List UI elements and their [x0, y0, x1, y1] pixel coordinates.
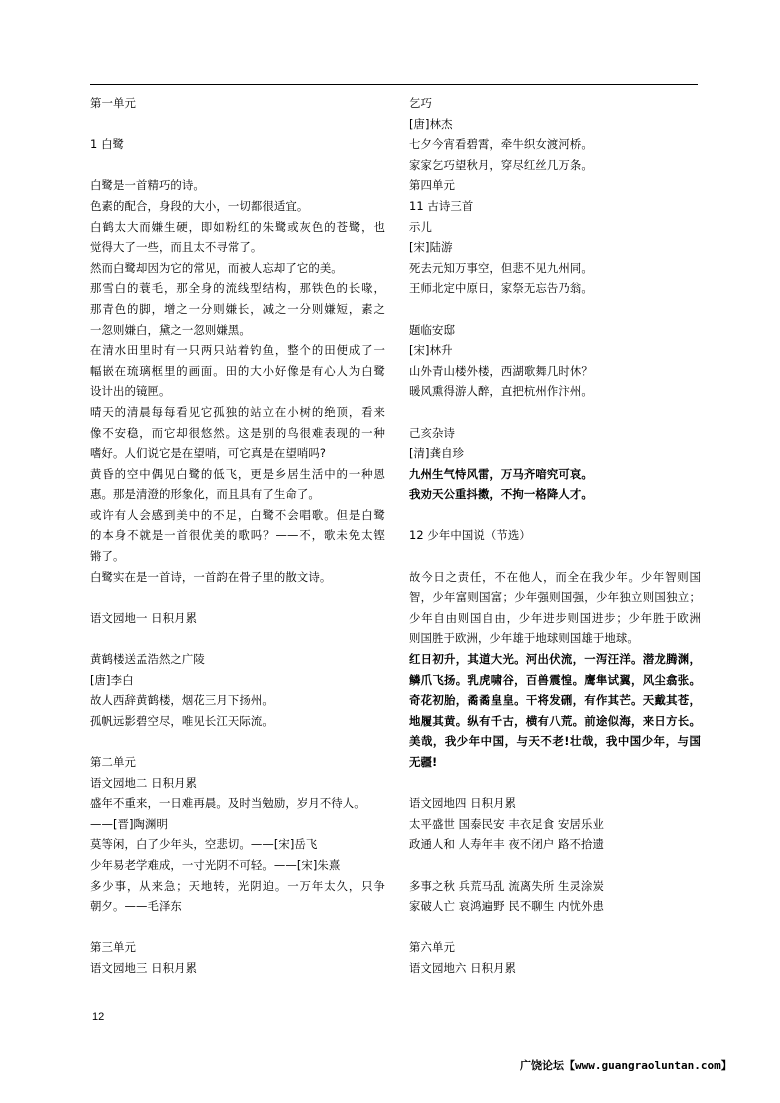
paragraph-line: 在清水田里时有一只两只站着钓鱼，整个的田便成了一 [90, 343, 385, 358]
paragraph-line: 鳞爪飞扬。乳虎啸谷，百兽震惶。鹰隼试翼，风尘翕张。 [409, 672, 701, 687]
paragraph-line: 像不安稳，而它却很悠然。这是别的鸟很难表现的一种 [90, 425, 385, 440]
unit-title: 第三单元 [90, 940, 136, 955]
unit-title: 第六单元 [409, 940, 455, 955]
unit-title: 第一单元 [90, 96, 136, 110]
poem-line: 王师北定中原日，家祭无忘告乃翁。 [409, 281, 593, 296]
paragraph-line: 白鹭是一首精巧的诗。 [90, 178, 205, 193]
section-title: 语文园地三 日积月累 [90, 960, 198, 975]
page-number: 12 [92, 1011, 105, 1023]
poem-line: 九州生气恃风雷，万马齐喑究可哀。 [409, 466, 593, 481]
footer-site-name: 广饶论坛 [520, 1059, 564, 1072]
idiom-line: 太平盛世 国泰民安 丰衣足食 安居乐业 [409, 816, 605, 831]
idiom-line: 家破人亡 哀鸿遍野 民不聊生 内忧外患 [409, 899, 605, 914]
paragraph-line: 嗜好。人们说它是在望哨，可它真是在望哨吗? [90, 446, 326, 461]
paragraph-line: 或许有人会感到美中的不足，白鹭不会唱歌。但是白鹭 [90, 507, 385, 522]
section-title: 语文园地一 日积月累 [90, 610, 198, 625]
poem-title: 题临安邸 [409, 322, 455, 337]
quote-line: 朝夕。——毛泽东 [90, 899, 182, 914]
paragraph-line: 少年自由则国自由，少年进步则国进步；少年胜于欧洲 [409, 610, 701, 625]
paragraph-line: 白鹭实在是一首诗，一首韵在骨子里的散文诗。 [90, 569, 332, 584]
section-title: 语文园地四 日积月累 [409, 796, 517, 811]
paragraph-line: 无疆! [409, 755, 438, 769]
poem-title: 己亥杂诗 [409, 425, 455, 440]
paragraph-line: 故今日之责任，不在他人，而全在我少年。少年智则国 [409, 569, 701, 584]
poem-line: 暖风熏得游人醉，直把杭州作汴州。 [409, 384, 593, 399]
lesson-title: 1 白鹭 [90, 137, 125, 152]
paragraph-line: 奇花初胎，矞矞皇皇。干将发硎，有作其芒。天戴其苍， [409, 693, 701, 708]
paragraph-line: 则国胜于欧洲，少年雄于地球则国雄于地球。 [409, 631, 639, 646]
section-title: 语文园地六 日积月累 [409, 960, 517, 975]
poem-line: 七夕今宵看碧霄，牵牛织女渡河桥。 [409, 137, 593, 152]
poem-line: 我劝天公重抖擞，不拘一格降人才。 [409, 487, 593, 502]
paragraph-line: 一忽则嫌白，黛之一忽则嫌黑。 [90, 322, 251, 337]
unit-title: 第二单元 [90, 755, 136, 769]
poem-author: [唐]林杰 [409, 116, 453, 131]
paragraph-line: 设计出的镜匣。 [90, 384, 171, 399]
lesson-title: 11 古诗三首 [409, 198, 474, 213]
paragraph-line: 幅嵌在琉璃框里的画面。田的大小好像是有心人为白鹭 [90, 363, 385, 378]
poem-line: 山外青山楼外楼，西湖歌舞几时休？ [409, 363, 593, 378]
section-title: 语文园地二 日积月累 [90, 775, 198, 790]
paragraph-line: 地履其黄。纵有千古，横有八荒。前途似海，来日方长。 [409, 713, 701, 728]
paragraph-line: 那青色的脚，增之一分则嫌长，减之一分则嫌短，素之 [90, 301, 385, 316]
paragraph-line: 然而白鹭却因为它的常见，而被人忘却了它的美。 [90, 260, 343, 275]
quote-line: 盛年不重来，一日难再晨。及时当勉励，岁月不待人。 [90, 796, 366, 811]
poem-author: [唐]李白 [90, 672, 134, 687]
footer-url[interactable]: 【www.guangraoluntan.com】 [564, 1059, 732, 1072]
poem-author: [清]龚自珍 [409, 446, 465, 461]
paragraph-line: 锵了。 [90, 549, 125, 564]
paragraph-line: 美哉，我少年中国，与天不老!壮哉，我中国少年，与国 [409, 734, 701, 749]
paragraph-line: 黄昏的空中偶见白鹭的低飞，更是乡居生活中的一种恩 [90, 466, 385, 481]
paragraph-line: 白鹤太大而嫌生硬，即如粉红的朱鹭或灰色的苍鹭，也 [90, 219, 385, 234]
poem-author: [宋]陆游 [409, 240, 453, 255]
paragraph-line: 晴天的清晨每每看见它孤独的站立在小树的绝顶，看来 [90, 404, 385, 419]
idiom-line: 多事之秋 兵荒马乱 流离失所 生灵涂炭 [409, 878, 605, 893]
paragraph-line: 智，少年富则国富；少年强则国强，少年独立则国独立； [409, 590, 701, 605]
quote-line: ——[晋]陶渊明 [90, 816, 169, 831]
poem-author: [宋]林升 [409, 343, 453, 358]
poem-line: 孤帆远影碧空尽，唯见长江天际流。 [90, 713, 274, 728]
paragraph-line: 那雪白的蓑毛，那全身的流线型结构，那铁色的长喙， [90, 281, 385, 296]
poem-line: 死去元知万事空，但悲不见九州同。 [409, 260, 593, 275]
poem-title: 乞巧 [409, 96, 432, 110]
quote-line: 少年易老学难成，一寸光阴不可轻。——[宋]朱熹 [90, 857, 341, 872]
poem-line: 家家乞巧望秋月，穿尽红丝几万条。 [409, 157, 593, 172]
poem-title: 示儿 [409, 219, 432, 234]
idiom-line: 政通人和 人寿年丰 夜不闭户 路不拾遗 [409, 837, 605, 852]
paragraph-line: 觉得大了一些，而且太不寻常了。 [90, 240, 263, 255]
unit-title: 第四单元 [409, 178, 455, 193]
paragraph-line: 惠。那是清澄的形象化，而且具有了生命了。 [90, 487, 320, 502]
header-rule [90, 84, 698, 85]
quote-line: 多少事，从来急；天地转，光阴迫。一万年太久，只争 [90, 878, 385, 893]
lesson-title: 12 少年中国说（节选） [409, 528, 531, 543]
paragraph-line: 的本身不就是一首很优美的歌吗？——不，歌未免太铿 [90, 528, 385, 543]
quote-line: 莫等闲，白了少年头，空悲切。——[宋]岳飞 [90, 837, 318, 852]
poem-title: 黄鹤楼送孟浩然之广陵 [90, 652, 205, 667]
right-column [409, 93, 701, 979]
paragraph-line: 红日初升，其道大光。河出伏流，一泻汪洋。潜龙腾渊， [409, 652, 701, 667]
poem-line: 故人西辞黄鹤楼，烟花三月下扬州。 [90, 693, 274, 708]
paragraph-line: 色素的配合，身段的大小，一切都很适宜。 [90, 198, 309, 213]
footer-watermark [520, 1057, 732, 1073]
left-column [90, 93, 385, 979]
